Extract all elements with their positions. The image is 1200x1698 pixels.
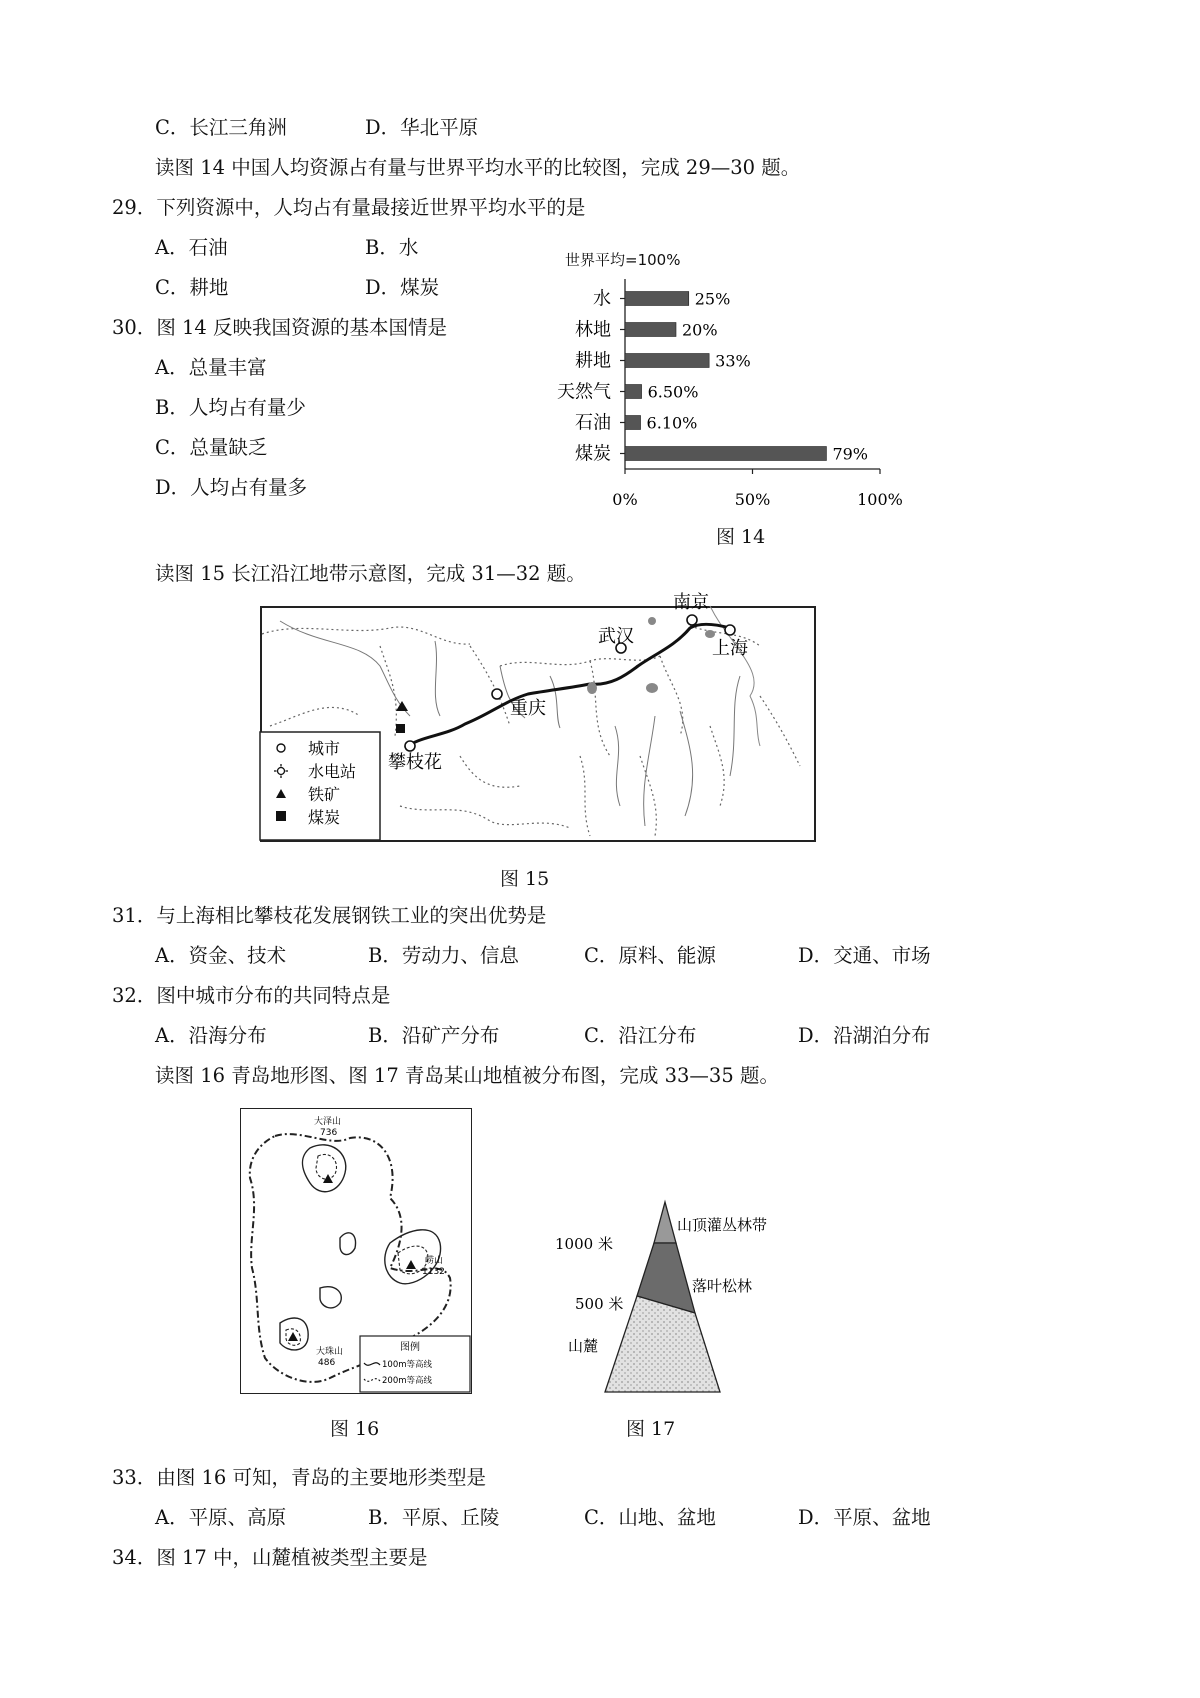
x-tick-label: 100% xyxy=(857,490,903,509)
value-label: 6.50% xyxy=(647,382,699,402)
category-label: 煤炭 xyxy=(575,443,611,465)
question-29: 29．下列资源中，人均占有量最接近世界平均水平的是 xyxy=(112,196,586,219)
peak-laoshan-elev: 1132 xyxy=(422,1267,445,1277)
fig14-chart xyxy=(520,275,903,515)
zone-larch: 落叶松林 xyxy=(692,1277,753,1295)
q32-option-d: D．沿湖泊分布 xyxy=(798,1024,931,1047)
bar xyxy=(625,447,826,461)
category-label: 林地 xyxy=(575,319,611,341)
question-34: 34．图 17 中，山麓植被类型主要是 xyxy=(112,1546,428,1569)
q29-option-d: D．煤炭 xyxy=(365,276,440,299)
question-31: 31．与上海相比攀枝花发展钢铁工业的突出优势是 xyxy=(112,904,547,927)
value-label: 33% xyxy=(715,351,751,371)
value-label: 6.10% xyxy=(646,413,698,433)
value-label: 79% xyxy=(832,444,869,464)
q31-option-b: B．劳动力、信息 xyxy=(368,944,519,967)
base-label: 山麓 xyxy=(568,1337,599,1355)
fig17-caption: 图 17 xyxy=(626,1418,676,1440)
q30-option-b: B．人均占有量少 xyxy=(155,396,306,419)
city-chongqing: 重庆 xyxy=(510,698,546,719)
question-33: 33．由图 16 可知，青岛的主要地形类型是 xyxy=(112,1466,487,1489)
peak-dazeshan-elev: 736 xyxy=(320,1128,338,1138)
height-1000m: 1000 米 xyxy=(555,1235,613,1253)
q33-option-c: C．山地、盆地 xyxy=(584,1506,716,1529)
x-tick-label: 0% xyxy=(612,490,638,509)
city-nanjing: 南京 xyxy=(673,592,709,613)
category-label: 耕地 xyxy=(575,350,611,372)
peak-dazhushan-name: 大珠山 xyxy=(316,1347,344,1357)
q30-option-a: A．总量丰富 xyxy=(155,356,267,379)
q32-option-c: C．沿江分布 xyxy=(584,1024,697,1047)
bar xyxy=(625,292,689,306)
fig16-legend-title: 图例 xyxy=(400,1342,420,1353)
category-label: 水 xyxy=(593,288,611,310)
category-label: 石油 xyxy=(575,412,611,434)
intro-fig14: 读图 14 中国人均资源占有量与世界平均水平的比较图，完成 29—30 题。 xyxy=(155,156,801,179)
fig15-map xyxy=(260,592,816,842)
zone-summit-shrub: 山顶灌丛林带 xyxy=(677,1216,768,1234)
question-30: 30．图 14 反映我国资源的基本国情是 xyxy=(112,316,448,339)
q29-option-a: A．石油 xyxy=(155,236,228,259)
q33-option-d: D．平原、盆地 xyxy=(798,1506,931,1529)
legend-city: 城市 xyxy=(308,739,341,758)
value-label: 25% xyxy=(694,289,731,309)
fig16-legend-200m: 200m等高线 xyxy=(382,1376,433,1386)
legend-coal: 煤炭 xyxy=(308,808,341,827)
peak-laoshan-name: 崂山 xyxy=(425,1256,444,1266)
q30-option-c: C．总量缺乏 xyxy=(155,436,268,459)
value-label: 20% xyxy=(682,320,718,340)
question-32: 32．图中城市分布的共同特点是 xyxy=(112,984,391,1007)
fig14-caption: 图 14 xyxy=(716,526,766,548)
legend-iron: 铁矿 xyxy=(308,785,341,804)
q32-option-b: B．沿矿产分布 xyxy=(368,1024,500,1047)
q30-option-d: D．人均占有量多 xyxy=(155,476,308,499)
bar xyxy=(625,385,642,399)
height-500m: 500 米 xyxy=(575,1295,624,1313)
city-wuhan: 武汉 xyxy=(598,626,634,647)
peak-dazeshan-name: 大泽山 xyxy=(314,1117,342,1127)
q29-option-b: B．水 xyxy=(365,236,419,259)
fig16-map xyxy=(240,1108,472,1394)
q31-option-c: C．原料、能源 xyxy=(584,944,716,967)
fig14-note: 世界平均=100% xyxy=(565,251,681,269)
intro-fig15: 读图 15 长江沿江地带示意图，完成 31—32 题。 xyxy=(155,562,586,585)
bar xyxy=(625,354,709,368)
q33-option-a: A．平原、高原 xyxy=(155,1506,287,1529)
option-d-text: D．华北平原 xyxy=(365,116,479,139)
fig17-diagram xyxy=(555,1200,800,1400)
q31-option-a: A．资金、技术 xyxy=(155,944,287,967)
bar xyxy=(625,323,676,337)
q32-option-a: A．沿海分布 xyxy=(155,1024,267,1047)
peak-dazhushan-elev: 486 xyxy=(318,1358,336,1368)
q31-option-d: D．交通、市场 xyxy=(798,944,931,967)
q29-option-c: C．耕地 xyxy=(155,276,229,299)
city-panzhihua: 攀枝花 xyxy=(388,752,442,773)
fig15-caption: 图 15 xyxy=(500,868,550,890)
fig16-legend-100m: 100m等高线 xyxy=(382,1360,433,1370)
option-c-text: C．长江三角洲 xyxy=(155,116,287,139)
x-tick-label: 50% xyxy=(734,490,771,509)
city-shanghai: 上海 xyxy=(712,638,748,659)
bar xyxy=(625,416,641,430)
fig16-caption: 图 16 xyxy=(330,1418,380,1440)
intro-fig16-17: 读图 16 青岛地形图、图 17 青岛某山地植被分布图，完成 33—35 题。 xyxy=(155,1064,779,1087)
q33-option-b: B．平原、丘陵 xyxy=(368,1506,500,1529)
legend-hydropower: 水电站 xyxy=(308,762,357,781)
category-label: 天然气 xyxy=(557,381,611,403)
iron-ore-marker xyxy=(396,701,408,711)
